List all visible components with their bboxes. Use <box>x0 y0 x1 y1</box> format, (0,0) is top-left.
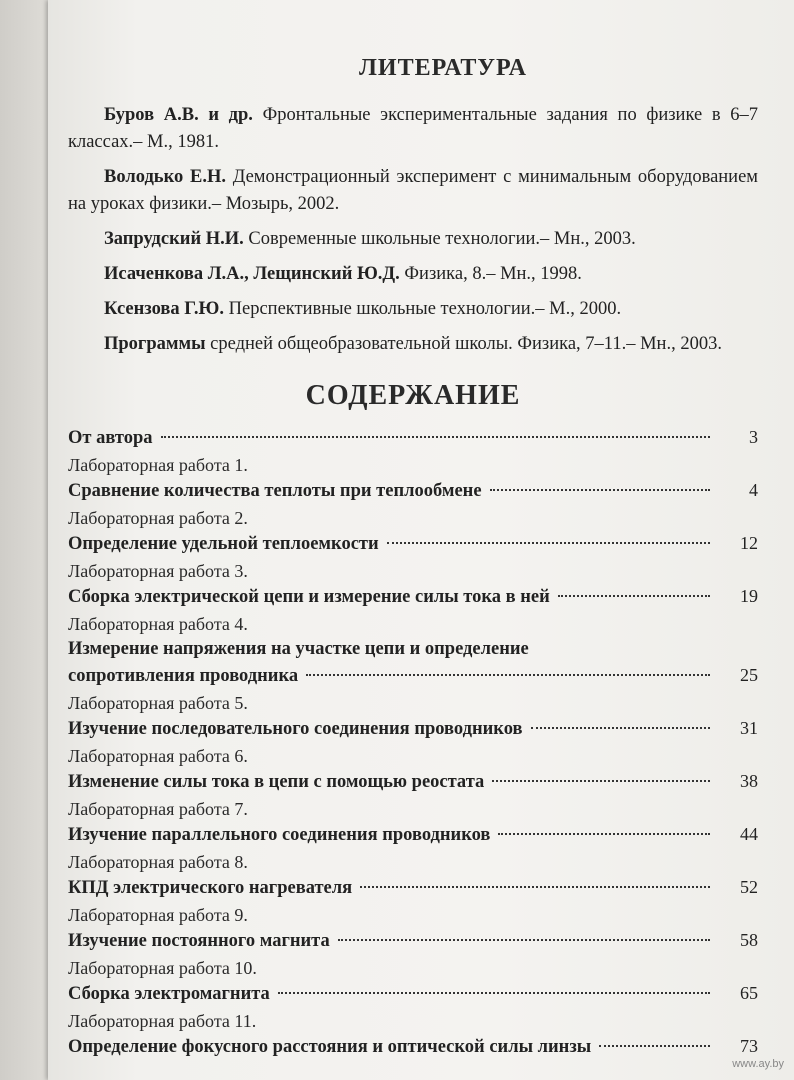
toc-title: Изучение постоянного магнита <box>68 931 330 951</box>
toc-title: Изучение последовательного соединения проводников <box>68 719 523 739</box>
toc-entry <box>68 797 758 848</box>
reference-author: Программы <box>104 334 206 354</box>
toc-work-label: Лабораторная работа 8. <box>68 852 248 872</box>
toc-work-label: Лабораторная работа 7. <box>68 799 248 819</box>
toc-leader-dots <box>492 780 710 782</box>
toc-line <box>68 424 758 451</box>
toc-entry <box>68 612 758 689</box>
toc-work-label: Лабораторная работа 9. <box>68 905 248 925</box>
toc-leader-dots <box>360 886 710 888</box>
toc-title: КПД электрического нагревателя <box>68 878 353 898</box>
toc-leader-dots <box>531 727 710 729</box>
toc-page-number: 19 <box>740 586 758 606</box>
toc-line <box>68 768 758 795</box>
toc-title: От автора <box>68 428 153 448</box>
toc-entry <box>68 903 758 954</box>
toc-entry <box>68 424 758 451</box>
toc-page-number: 73 <box>740 1036 758 1056</box>
background-strip <box>0 0 48 1080</box>
toc-line <box>68 1033 758 1060</box>
toc-work-label: Лабораторная работа 11. <box>68 1011 257 1031</box>
reference-author: Ксензова Г.Ю. <box>104 299 225 319</box>
reference-author: Запрудский Н.И. <box>104 229 244 249</box>
reference-text: Перспективные школьные технологии.– М., 2000. <box>224 299 622 319</box>
toc-page-number: 4 <box>749 480 758 500</box>
reference-author: Володько Е.Н. <box>104 167 226 187</box>
table-of-contents <box>68 424 758 1060</box>
toc-line <box>68 927 758 954</box>
toc-line <box>68 715 758 742</box>
references-list <box>68 102 758 358</box>
toc-entry <box>68 956 758 1007</box>
toc-leader-dots <box>498 833 710 835</box>
reference-item <box>68 261 758 288</box>
toc-title: Изменение силы тока в цепи с помощью реостата <box>68 772 485 792</box>
reference-text: Современные школьные технологии.– Мн., 2003. <box>243 229 636 249</box>
reference-item <box>68 226 758 253</box>
toc-line <box>68 821 758 848</box>
book-page <box>48 0 794 1080</box>
toc-leader-dots <box>338 939 710 941</box>
toc-title: Определение удельной теплоемкости <box>68 534 379 554</box>
reference-text: средней общеобразовательной школы. Физика, 7–11.– Мн., 2003. <box>205 334 722 354</box>
reference-author: Исаченкова Л.А., Лещинский Ю.Д. <box>104 264 400 284</box>
toc-page-number: 3 <box>749 427 758 447</box>
reference-text: Фронтальные экспериментальные задания по физике в 6–7 классах.– М., 1981. <box>68 105 758 152</box>
toc-entry <box>68 744 758 795</box>
toc-entry <box>68 559 758 610</box>
toc-title-line: Измерение напряжения на участке цепи и определение <box>68 639 529 659</box>
toc-title: Изучение параллельного соединения проводников <box>68 825 491 845</box>
toc-work-label: Лабораторная работа 10. <box>68 958 257 978</box>
toc-page-number: 52 <box>740 877 758 897</box>
reference-item <box>68 296 758 323</box>
toc-page-number: 12 <box>740 533 758 553</box>
toc-entry <box>68 1009 758 1060</box>
toc-leader-dots <box>306 674 710 676</box>
toc-entry <box>68 850 758 901</box>
toc-line <box>68 874 758 901</box>
reference-item <box>68 102 758 156</box>
toc-page-number: 65 <box>740 983 758 1003</box>
reference-item <box>68 331 758 358</box>
toc-work-label: Лабораторная работа 5. <box>68 693 248 713</box>
toc-leader-dots <box>161 436 710 438</box>
toc-leader-dots <box>490 489 710 491</box>
toc-title: Сравнение количества теплоты при теплообмене <box>68 481 482 501</box>
reference-author: Буров А.В. и др. <box>104 105 253 125</box>
toc-title: Сборка электрической цепи и измерение силы тока в ней <box>68 587 550 607</box>
toc-page-number: 44 <box>740 824 758 844</box>
toc-line <box>68 530 758 557</box>
reference-text: Физика, 8.– Мн., 1998. <box>399 264 582 284</box>
toc-page-number: 38 <box>740 771 758 791</box>
watermark: www.ay.by <box>732 1058 784 1070</box>
literature-heading: ЛИТЕРАТУРА <box>359 55 527 81</box>
toc-work-label: Лабораторная работа 2. <box>68 508 248 528</box>
page-content <box>68 55 758 1062</box>
toc-page-number: 25 <box>740 665 758 685</box>
toc-leader-dots <box>278 992 710 994</box>
toc-work-label: Лабораторная работа 3. <box>68 561 248 581</box>
toc-line <box>68 477 758 504</box>
toc-title: сопротивления проводника <box>68 666 299 686</box>
toc-line <box>68 662 758 689</box>
toc-line <box>68 980 758 1007</box>
toc-title: Определение фокусного расстояния и оптической силы линзы <box>68 1037 592 1057</box>
toc-leader-dots <box>599 1045 710 1047</box>
toc-work-label: Лабораторная работа 6. <box>68 746 248 766</box>
toc-title: Сборка электромагнита <box>68 984 270 1004</box>
toc-leader-dots <box>558 595 710 597</box>
toc-entry <box>68 453 758 504</box>
reference-item <box>68 164 758 218</box>
toc-work-label: Лабораторная работа 4. <box>68 614 248 634</box>
toc-page-number: 31 <box>740 718 758 738</box>
toc-work-label: Лабораторная работа 1. <box>68 455 248 475</box>
toc-entry <box>68 506 758 557</box>
toc-page-number: 58 <box>740 930 758 950</box>
toc-line <box>68 583 758 610</box>
contents-heading: СОДЕРЖАНИЕ <box>305 380 521 411</box>
toc-entry <box>68 691 758 742</box>
reference-text: Демонстрационный эксперимент с минимальным оборудованием на уроках физики.– Мозырь, 2002. <box>68 167 758 214</box>
toc-leader-dots <box>387 542 710 544</box>
